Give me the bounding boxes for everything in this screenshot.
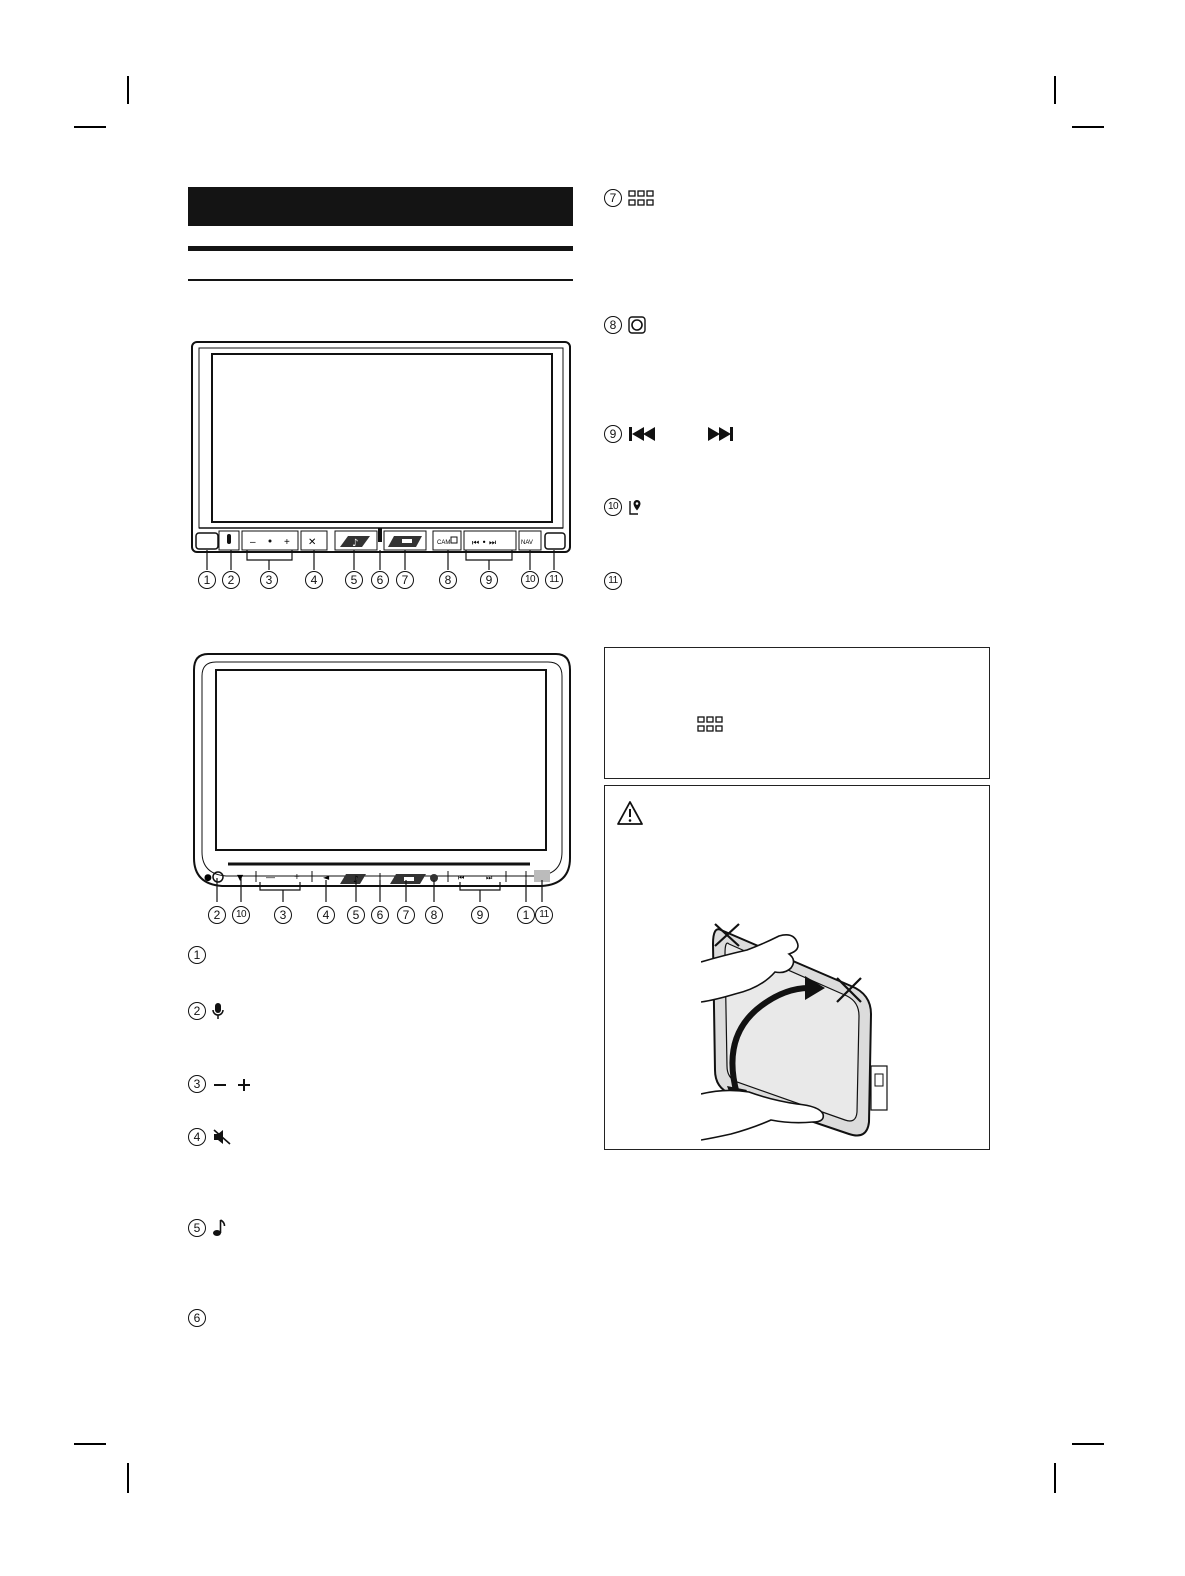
tilt-illustration [701, 916, 901, 1142]
section-title-bar [188, 187, 573, 226]
callout-number: 8 [425, 906, 443, 924]
divider-thick [188, 246, 573, 251]
svg-text:♪: ♪ [353, 875, 359, 885]
callout-number: 6 [188, 1309, 206, 1327]
nav-label: NAV [521, 540, 533, 546]
crop-mark [127, 1463, 129, 1493]
callout-number: 1 [198, 571, 216, 589]
callout-number: 2 [222, 571, 240, 589]
item-10 [604, 498, 642, 516]
microphone-icon [212, 1002, 224, 1020]
item-8 [604, 316, 646, 334]
svg-text:♪: ♪ [352, 538, 359, 549]
crop-mark [1054, 76, 1056, 104]
svg-text:⏭: ⏭ [486, 874, 493, 882]
item-7 [604, 189, 654, 207]
callout-number: 11 [604, 572, 622, 590]
callout-number: 3 [260, 571, 278, 589]
svg-text:+: + [284, 537, 290, 548]
callout-number: 10 [232, 906, 250, 924]
crop-mark [1054, 1463, 1056, 1493]
callout-number: 8 [439, 571, 457, 589]
device-illustration-2 [190, 652, 574, 892]
svg-text:▼: ▼ [237, 873, 244, 882]
callout-number: 11 [535, 906, 553, 924]
item-9 [604, 425, 734, 443]
grid-icon [697, 715, 723, 733]
svg-text:✕: ✕ [308, 537, 317, 548]
device-illustration-1 [190, 340, 574, 558]
callout-number: 4 [305, 571, 323, 589]
crop-mark [1072, 1443, 1104, 1445]
item-5 [188, 1219, 226, 1237]
callout-number: 9 [480, 571, 498, 589]
item-6 [188, 1309, 206, 1327]
divider-thin [188, 279, 573, 281]
callout-number: 3 [274, 906, 292, 924]
callout-number: 2 [188, 1002, 206, 1020]
mute-icon [212, 1128, 232, 1146]
callout-number: 6 [371, 906, 389, 924]
music-note-icon [212, 1219, 226, 1237]
callout-number: 7 [397, 906, 415, 924]
minus-plus-icon [212, 1076, 252, 1092]
item-11 [604, 572, 622, 590]
item-1 [188, 946, 206, 964]
svg-text:⏮ • ⏭: ⏮ • ⏭ [472, 538, 497, 547]
callout-number: 8 [604, 316, 622, 334]
callout-number: 3 [188, 1075, 206, 1093]
callout-number: 2 [208, 906, 226, 924]
callout-number: 4 [317, 906, 335, 924]
callout-number: 11 [545, 571, 563, 589]
callout-number: 9 [471, 906, 489, 924]
note-box [604, 647, 990, 779]
ring-icon [628, 316, 646, 334]
callout-number: 10 [604, 498, 622, 516]
crop-mark [74, 1443, 106, 1445]
crop-mark [127, 76, 129, 104]
callout-number: 9 [604, 425, 622, 443]
callout-number: 4 [188, 1128, 206, 1146]
callout-number: 5 [345, 571, 363, 589]
item-4 [188, 1128, 232, 1146]
device2-labels [190, 906, 574, 926]
callout-number: 7 [396, 571, 414, 589]
callout-number: 10 [521, 571, 539, 589]
svg-text:+: + [294, 872, 300, 883]
item-3 [188, 1075, 252, 1093]
item-2 [188, 1002, 224, 1020]
nav-pin-icon [628, 498, 642, 516]
crop-mark [74, 126, 106, 128]
crop-mark [1072, 126, 1104, 128]
caution-box [604, 785, 990, 1150]
warning-icon [616, 800, 644, 826]
leader-lines-2 [190, 878, 574, 908]
svg-text:⏮: ⏮ [458, 874, 465, 882]
callout-number: 5 [188, 1219, 206, 1237]
svg-text:–: – [250, 537, 256, 548]
callout-number: 5 [347, 906, 365, 924]
svg-text:●: ● [204, 873, 212, 883]
prev-next-icon [628, 425, 734, 443]
device1-labels [190, 571, 574, 591]
callout-number: 1 [517, 906, 535, 924]
callout-number: 1 [188, 946, 206, 964]
callout-number: 7 [604, 189, 622, 207]
svg-text:◄: ◄ [323, 873, 330, 882]
callout-number: 6 [371, 571, 389, 589]
cam-label: CAM [437, 540, 451, 546]
grid-icon [628, 189, 654, 207]
svg-text:—: — [266, 872, 275, 882]
